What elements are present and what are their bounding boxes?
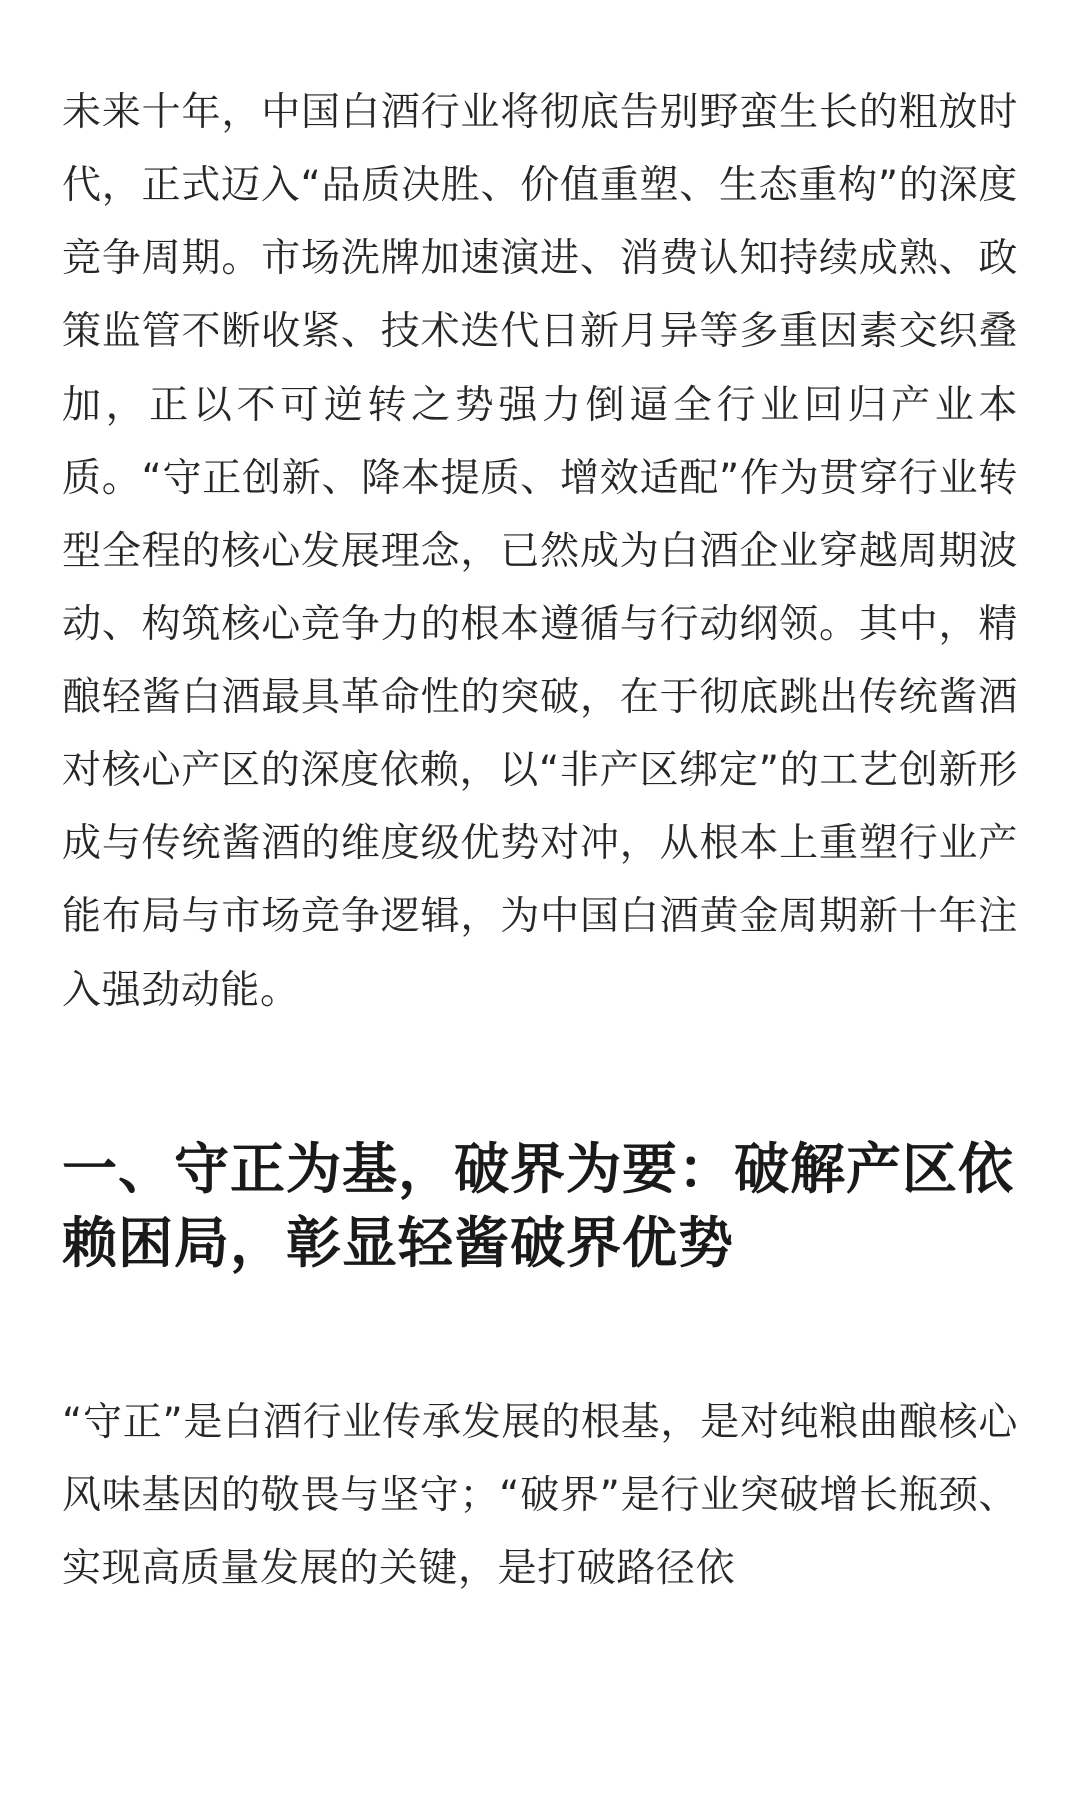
section-heading: 一、守正为基，破界为要：破解产区依赖困局，彰显轻酱破界优势 [62,1136,1015,1276]
intro-paragraph: 未来十年，中国白酒行业将彻底告别野蛮生长的粗放时代，正式迈入“品质决胜、价值重塑、生态重构”的深度竞争周期。市场洗牌加速演进、消费认知持续成熟、政策监管不断收紧、技术迭代日新月异等多重因素交织叠加，正以不可逆转之势强力倒逼全行业回归产业本质。“守正创新、降本提质、增效适配”作为贯穿行业转型全程的核心发展理念，已然成为白酒企业穿越周期波动、构筑核心竞争力的根本遵循与行动纲领。其中，精酿轻酱白酒最具革命性的突破，在于彻底跳出传统酱酒对核心产区的深度依赖，以“非产区绑定”的工艺创新形成与传统酱酒的维度级优势对冲，从根本上重塑行业产能布局与市场竞争逻辑，为中国白酒黄金周期新十年注入强劲动能。 [62,90,1018,1013]
section-paragraph: “守正”是白酒行业传承发展的根基，是对纯粮曲酿核心风味基因的敬畏与坚守；“破界”是行业突破增长瓶颈、实现高质量发展的关键，是打破路径依 [62,1400,1018,1592]
